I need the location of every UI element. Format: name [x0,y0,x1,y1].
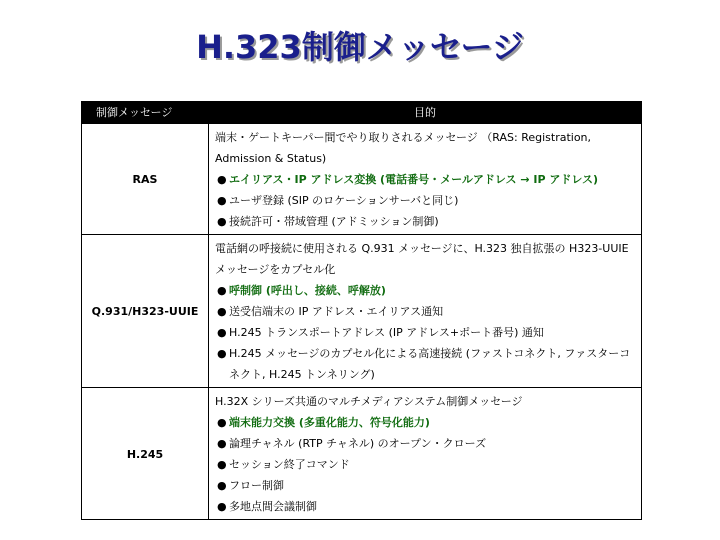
bullet-icon: ● [217,479,227,492]
bullet-icon: ● [217,500,227,513]
bullet-icon: ● [217,284,227,297]
table-row [82,388,642,520]
message-purpose [209,124,642,235]
purpose-list [215,412,635,517]
bullet-icon: ● [217,416,227,429]
list-item [215,301,635,322]
list-item [215,343,635,385]
highlighted-item-text: エイリアス・IP アドレス変換 (電話番号・メールアドレス → IP アドレス) [229,173,599,186]
item-text: フロー制御 [229,479,284,492]
purpose-description: 端末・ゲートキーパー間でやり取りされるメッセージ （RAS: Registration, Admission & Status) [215,131,592,165]
bullet-icon: ● [217,305,227,318]
message-purpose [209,388,642,520]
item-text: H.245 トランスポートアドレス (IP アドレス+ポート番号) 通知 [229,326,544,339]
list-item [215,190,635,211]
table-header-row [82,102,642,124]
highlighted-item-text: 端末能力交換 (多重化能力、符号化能力) [229,416,430,429]
item-text: 論理チャネル (RTP チャネル) のオープン・クローズ [229,437,487,450]
list-item [215,211,635,232]
bullet-icon: ● [217,347,227,360]
list-item [215,454,635,475]
list-item [215,280,635,301]
list-item [215,169,635,190]
purpose-list [215,169,635,232]
bullet-icon: ● [217,194,227,207]
message-purpose [209,235,642,388]
control-message-table [81,101,642,520]
list-item [215,433,635,454]
item-text: 接続許可・帯域管理 (アドミッション制御) [229,215,439,228]
bullet-icon: ● [217,326,227,339]
bullet-icon: ● [217,437,227,450]
bullet-icon: ● [217,215,227,228]
item-text: ユーザ登録 (SIP のロケーションサーバと同じ) [229,194,459,207]
purpose-list [215,280,635,385]
table-row [82,235,642,388]
purpose-description: 電話網の呼接続に使用される Q.931 メッセージに、H.323 独自拡張の H323-UUIE メッセージをカプセル化 [215,242,629,276]
item-text: 送受信端末の IP アドレス・エイリアス通知 [229,305,444,318]
highlighted-item-text: 呼制御 (呼出し、接続、呼解放) [229,284,386,297]
message-name: H.245 [82,388,209,520]
bullet-icon: ● [217,458,227,471]
message-name: RAS [82,124,209,235]
header-message: 制御メッセージ [82,102,209,124]
list-item [215,412,635,433]
bullet-icon: ● [217,173,227,186]
list-item [215,475,635,496]
page-title: H.323制御メッセージ [196,28,524,66]
header-purpose: 目的 [209,102,642,124]
purpose-description: H.32X シリーズ共通のマルチメディアシステム制御メッセージ [215,395,523,408]
item-text: H.245 メッセージのカプセル化による高速接続 (ファストコネクト, ファスターコネクト, H.245 トンネリング) [229,347,631,381]
item-text: 多地点間会議制御 [229,500,317,513]
item-text: セッション終了コマンド [229,458,350,471]
table-row [82,124,642,235]
message-name: Q.931/H323-UUIE [82,235,209,388]
list-item [215,322,635,343]
list-item [215,496,635,517]
